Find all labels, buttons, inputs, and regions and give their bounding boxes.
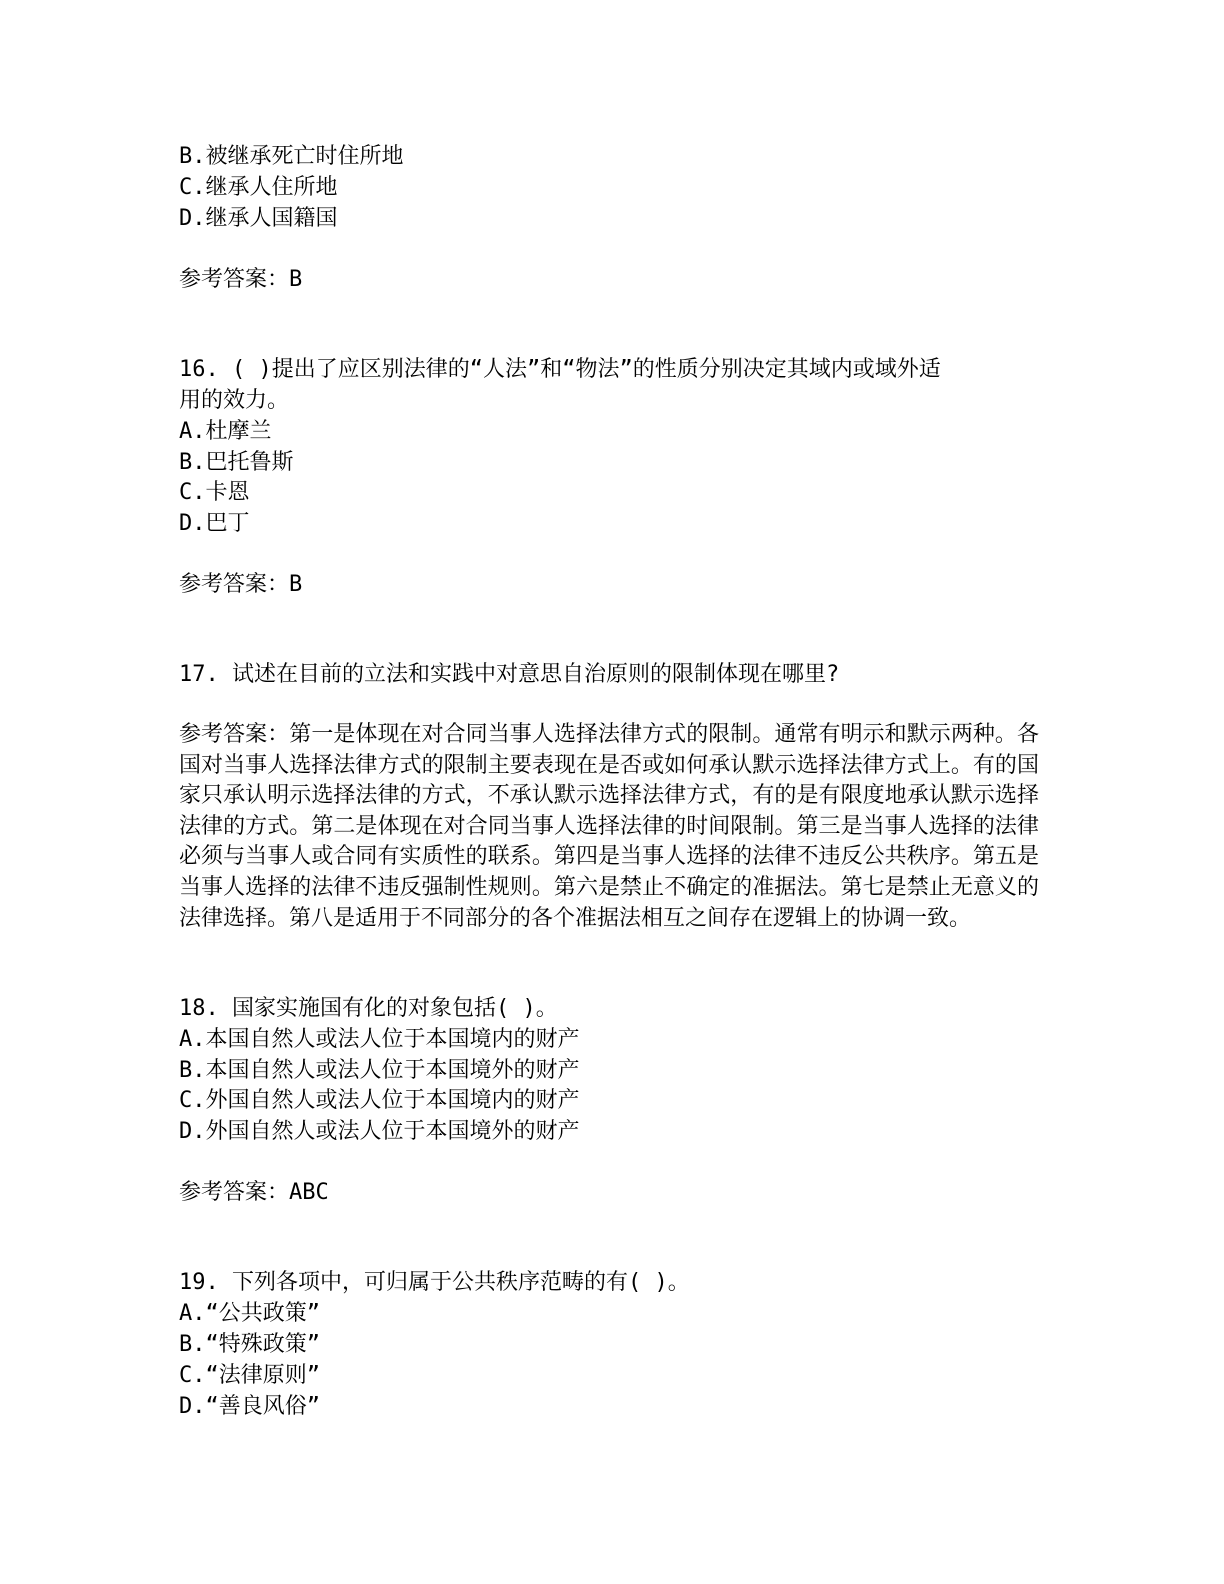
q16-stem-line1: 16. ( )提出了应区别法律的“人法”和“物法”的性质分别决定其域内或域外适	[179, 357, 941, 382]
q16-option-d: D.巴丁	[179, 511, 250, 536]
q18-option-d: D.外国自然人或法人位于本国境外的财产	[179, 1119, 580, 1144]
q15-option-b: B.被继承死亡时住所地	[179, 144, 404, 169]
q15-option-c: C.继承人住所地	[179, 175, 338, 200]
q18-answer: 参考答案：ABC	[179, 1180, 329, 1205]
q15-answer: 参考答案：B	[179, 267, 303, 292]
q19-stem: 19. 下列各项中，可归属于公共秩序范畴的有( )。	[179, 1270, 690, 1295]
q17-answer: 参考答案：第一是体现在对合同当事人选择法律方式的限制。通常有明示和默示两种。各国对当事人选择法律方式的限制主要表现在是否或如何承认默示选择法律方式上。有的国家只承认明示选择法律的方式，不承认默示选择法律方式，有的是有限度地承认默示选择法律的方式。第二是体现在对合同当事人选择法律的时间限制。第三是当事人选择的法律必须与当事人或合同有实质性的联系。第四是当事人选择的法律不违反公共秩序。第五是当事人选择的法律不违反强制性规则。第六是禁止不确定的准据法。第七是禁止无意义的法律选择。第八是适用于不同部分的各个准据法相互之间存在逻辑上的协调一致。	[179, 722, 1039, 931]
q18-stem: 18. 国家实施国有化的对象包括( )。	[179, 996, 558, 1021]
q17-stem: 17. 试述在目前的立法和实践中对意思自治原则的限制体现在哪里?	[179, 662, 840, 687]
q18-option-a: A.本国自然人或法人位于本国境内的财产	[179, 1027, 580, 1052]
q19-option-c: C.“法律原则”	[179, 1363, 320, 1388]
q19-option-a: A.“公共政策”	[179, 1301, 320, 1326]
q15-option-d: D.继承人国籍国	[179, 206, 338, 231]
q16-option-b: B.巴托鲁斯	[179, 450, 294, 475]
q19-option-d: D.“善良风俗”	[179, 1394, 320, 1419]
q16-stem-line2: 用的效力。	[179, 388, 290, 413]
q19-option-b: B.“特殊政策”	[179, 1332, 320, 1357]
q16-option-c: C.卡恩	[179, 480, 250, 505]
q16-option-a: A.杜摩兰	[179, 419, 272, 444]
q18-option-c: C.外国自然人或法人位于本国境内的财产	[179, 1088, 580, 1113]
q16-answer: 参考答案：B	[179, 572, 303, 597]
q18-option-b: B.本国自然人或法人位于本国境外的财产	[179, 1058, 580, 1083]
